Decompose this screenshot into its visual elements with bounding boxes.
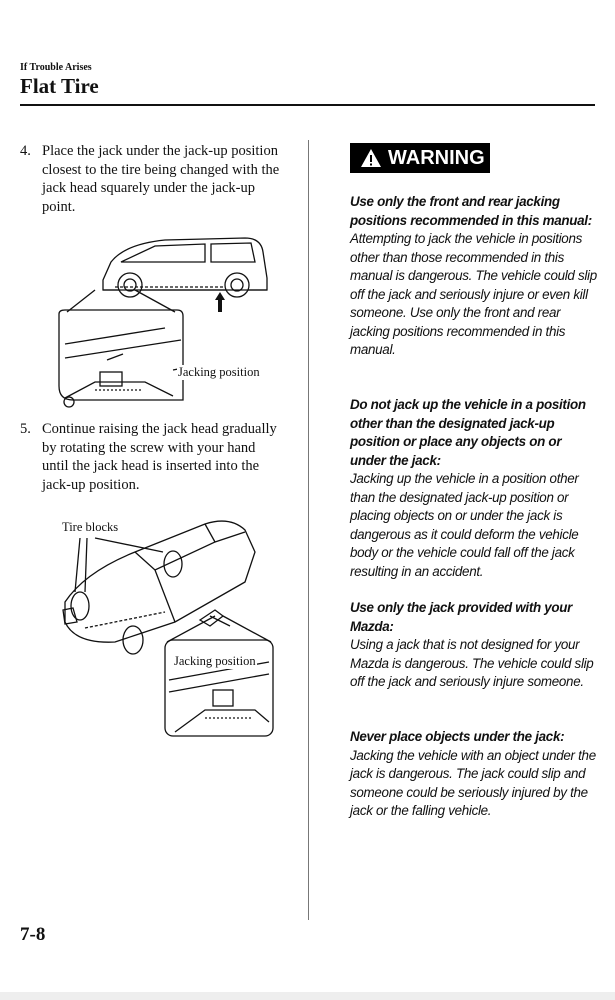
car-perspective-illustration (55, 512, 285, 742)
step-4 (20, 142, 285, 216)
warning-heading: Use only the jack provided with your Mazda: (350, 600, 573, 634)
step-5 (20, 420, 285, 494)
figure-jack-raising (55, 512, 285, 742)
bottom-bar (0, 992, 615, 1000)
warning-body: Jacking the vehicle with an object under the jack is dangerous. The jack could slip and someone could be seriously injured by the jack or the falling vehicle. (350, 747, 596, 818)
step-number: 5. (20, 421, 31, 437)
tire-blocks-label: Tire blocks (62, 520, 119, 534)
step-text: Place the jack under the jack-up position closest to the tire being changed with the jack head squarely under the jack-up point. (42, 143, 280, 215)
warning-block (350, 396, 600, 581)
warning-body: Jacking up the vehicle in a position other than the designated jack-up position or placing objects on or under the jack is dangerous as it could deform the vehicle body or the vehicle could fall off the jack resulting in an accident. (350, 471, 579, 579)
step-number: 4. (20, 143, 31, 159)
warning-body: Attempting to jack the vehicle in positions other than those recommended in this manual is dangerous. The vehicle could slip off the jack and seriously injure or even kill someone. Use only the front and rear jacking positions recommended in this manual. (350, 231, 597, 357)
jacking-position-label: Jacking position (174, 654, 256, 668)
warning-heading: Do not jack up the vehicle in a position other than the designated jack-up position or place any objects on or under the jack: (350, 397, 586, 468)
warning-heading: Never place objects under the jack: (350, 729, 565, 744)
column-divider (308, 140, 309, 920)
page-title: Flat Tire (20, 74, 99, 98)
warning-block (350, 728, 600, 821)
warning-block (350, 599, 600, 692)
warning-body: Using a jack that is not designed for your Mazda is dangerous. The vehicle could slip off the jack and seriously injure someone. (350, 637, 594, 689)
warning-badge-label: WARNING (388, 146, 485, 169)
step-text: Continue raising the jack head gradually by rotating the screw with your hand until the jack head is inserted into the jack-up position. (42, 421, 277, 493)
title-rule (20, 104, 595, 106)
car-side-illustration (55, 232, 285, 412)
section-label: If Trouble Arises (20, 62, 92, 73)
figure-jack-position-side (55, 232, 285, 412)
warning-block (350, 193, 600, 360)
page-number: 7-8 (20, 924, 46, 945)
jacking-position-label: Jacking position (178, 365, 260, 379)
warning-triangle-icon (360, 148, 382, 168)
warning-heading: Use only the front and rear jacking positions recommended in this manual: (350, 194, 592, 228)
warning-badge (350, 143, 490, 173)
